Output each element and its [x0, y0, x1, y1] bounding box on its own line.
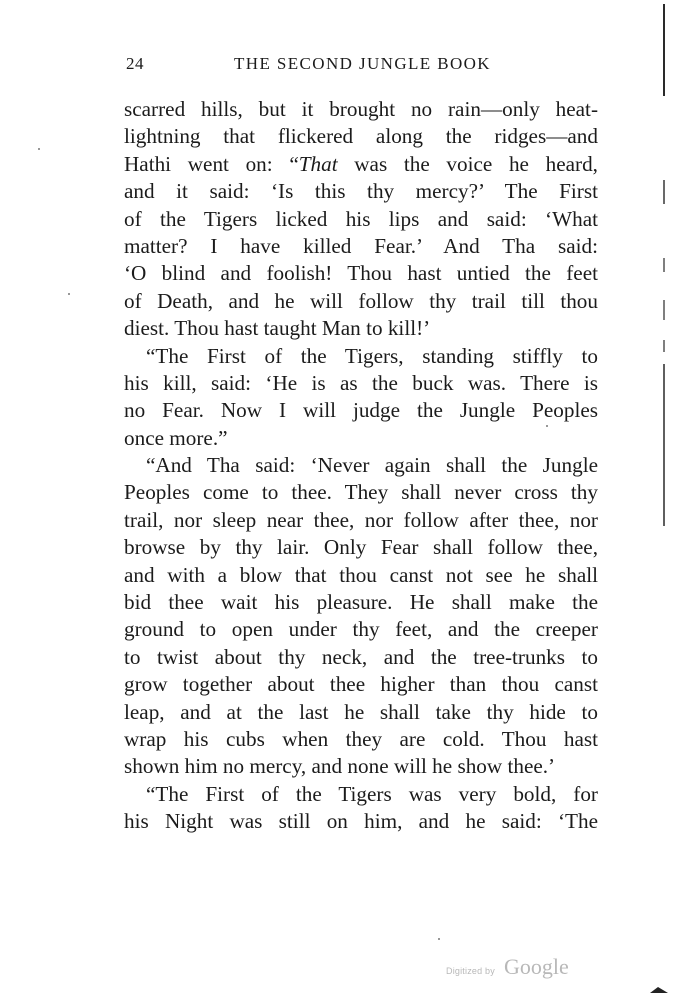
scan-speck [546, 425, 548, 427]
scan-speck [438, 938, 440, 940]
text-line: “The First of the Tigers, standing stiffly to [146, 343, 598, 368]
text-line: ‘O blind and foolish! Thou hast untied the feet [124, 261, 598, 286]
scan-edge-line [663, 300, 665, 320]
scan-edge-line [663, 180, 665, 204]
text-line: wrap his cubs when they are cold. Thou hast [124, 726, 598, 751]
digitized-by-label: Digitized by [446, 966, 495, 976]
running-title: THE SECOND JUNGLE BOOK [234, 54, 491, 73]
text-line: trail, nor sleep near thee, nor follow after thee, nor [124, 507, 598, 532]
text-line: browse by thy lair. Only Fear shall follow thee, [124, 535, 598, 560]
page-header [126, 54, 600, 82]
scan-edge-line [663, 258, 665, 272]
body-text [124, 96, 598, 836]
text-line: shown him no mercy, and none will he show thee.’ [124, 754, 556, 779]
text-line: no Fear. Now I will judge the Jungle Peoples [124, 398, 598, 423]
text-line: and it said: ‘Is this thy mercy?’ The First [124, 179, 598, 204]
text-line: once more.” [124, 425, 228, 450]
text-line: leap, and at the last he shall take thy hide to [124, 699, 598, 724]
text-line: “The First of the Tigers was very bold, for [146, 781, 598, 806]
scan-edge-line [663, 4, 665, 96]
digitized-by-google-watermark [446, 956, 586, 982]
text-line: of Death, and he will follow thy trail till thou [124, 288, 598, 313]
scan-edge-line [663, 364, 665, 526]
corner-arrow-mark [648, 983, 670, 997]
text-line: scarred hills, but it brought no rain—only heat- [124, 97, 598, 121]
scan-speck [38, 148, 40, 150]
text-line: diest. Thou hast taught Man to kill!’ [124, 316, 431, 341]
text-line: matter? I have killed Fear.’ And Tha said: [124, 233, 598, 258]
text-line: “And Tha said: ‘Never again shall the Jungle [146, 453, 598, 478]
text-line: Hathi went on: “That was the voice he heard, [124, 151, 598, 176]
text-line: of the Tigers licked his lips and said: ‘What [124, 206, 598, 231]
scan-edge-line [663, 340, 665, 352]
text-line: bid thee wait his pleasure. He shall make the [124, 590, 598, 615]
text-line: Peoples come to thee. They shall never cross thy [124, 480, 598, 505]
page-number: 24 [126, 54, 144, 73]
text-line: and with a blow that thou canst not see he shall [124, 562, 598, 587]
text-line: to twist about thy neck, and the tree-trunks to [124, 644, 598, 669]
text-line: ground to open under thy feet, and the creeper [124, 617, 598, 642]
text-line: his kill, said: ‘He is as the buck was. There is [124, 370, 598, 395]
text-line: grow together about thee higher than thou canst [124, 672, 598, 697]
text-line: lightning that flickered along the ridges—and [124, 124, 598, 149]
google-logo: Google [504, 954, 569, 979]
scan-speck [68, 293, 70, 295]
emphasized-word: That [298, 151, 338, 176]
text-line: his Night was still on him, and he said: ‘The [124, 809, 598, 834]
